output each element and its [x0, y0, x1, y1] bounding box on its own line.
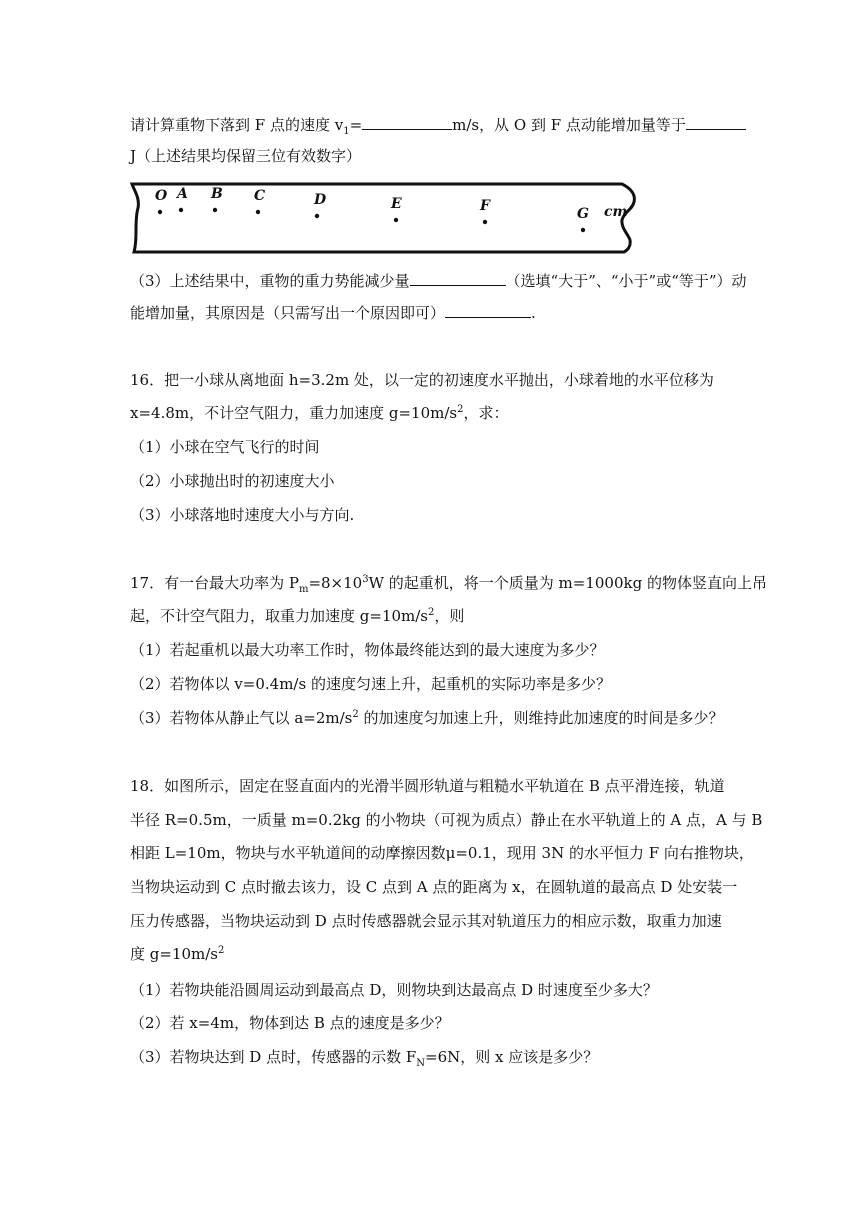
- q15-p3-line-2: 能增加量，其原因是（只需写出一个原因即可） .: [130, 304, 536, 322]
- q17-line-1: 17．有一台最大功率为 $P_m=8\times 10^3W$ 的起重机，将一个质量为 m=1000kg 的物体竖直向上吊: [130, 574, 767, 595]
- q16-line-2: x=4.8m，不计空气阻力，重力加速度 $g=10m/s^2$，求：: [130, 404, 509, 422]
- tape-dot-d: [315, 214, 319, 218]
- paper-tape-figure: [128, 178, 640, 258]
- q16-part-2: （2）小球抛出时的初速度大小: [130, 472, 335, 490]
- tape-label-g: G: [577, 206, 589, 222]
- answer-blank-kinetic-energy[interactable]: [686, 114, 746, 130]
- q18-part-3: （3）若物块达到 D 点时，传感器的示数 $F_N=6N$，则 x 应该是多少？: [130, 1048, 599, 1069]
- q17-part-3: （3）若物体从静止气以 $a=2m/s^2$ 的加速度匀加速上升，则维持此加速度的时间是多少？: [130, 709, 724, 727]
- tape-label-e: E: [391, 196, 402, 212]
- q18-line-3: 相距 L=10m，物块与水平轨道间的动摩擦因数μ=0.1，现用 3N 的水平恒力 F 向右推物块，: [130, 844, 754, 862]
- tape-label-c: C: [254, 188, 266, 204]
- tape-unit: cm: [604, 204, 628, 220]
- answer-blank-compare[interactable]: [410, 270, 506, 286]
- tape-dot-g: [581, 228, 585, 232]
- tape-dot-e: [394, 218, 398, 222]
- tape-label-f: F: [480, 198, 490, 214]
- q18-line-4: 当物块运动到 C 点时撤去该力，设 C 点到 A 点的距离为 x，在圆轨道的最高点 D 处安装一: [130, 878, 738, 896]
- q15-line-1: 请计算重物下落到 F 点的速度 $v_1= m/s$，从 O 到 F 点动能增加量等于: [130, 114, 732, 135]
- q17-line-2: 起，不计空气阻力，取重力加速度 $g=10m/s^2$，则: [130, 607, 465, 625]
- tape-outline: [132, 184, 634, 252]
- q18-line-6: 度 $g=10m/s^2$: [130, 945, 225, 963]
- q18-line-1: 18．如图所示，固定在竖直面内的光滑半圆形轨道与粗糙水平轨道在 B 点平滑连接，轨道: [130, 777, 725, 795]
- tape-label-d: D: [314, 192, 327, 208]
- q18-part-1: （1）若物块能沿圆周运动到最高点 D，则物块到达最高点 D 时速度至少多大？: [130, 981, 658, 999]
- answer-blank-reason[interactable]: [445, 302, 531, 318]
- q16-line-1: 16．把一小球从离地面 h=3.2m 处，以一定的初速度水平抛出，小球着地的水平位移为: [130, 371, 714, 389]
- tape-label-a: A: [177, 186, 188, 202]
- q15-line-2: J（上述结果均保留三位有效数字）: [130, 147, 362, 165]
- tape-dot-f: [483, 220, 487, 224]
- q16-part-3: （3）小球落地时速度大小与方向.: [130, 506, 355, 524]
- tape-label-o: O: [155, 188, 168, 204]
- q18-line-2: 半径 R=0.5m，一质量 m=0.2kg 的小物块（可视为质点）静止在水平轨道上的 A 点，A 与 B: [130, 811, 763, 829]
- tape-dot-b: [213, 208, 217, 212]
- q17-part-1: （1）若起重机以最大功率工作时，物体最终能达到的最大速度为多少？: [130, 641, 605, 659]
- tape-dot-c: [256, 210, 260, 214]
- q16-part-1: （1）小球在空气飞行的时间: [130, 438, 320, 456]
- tape-label-b: B: [211, 186, 223, 202]
- q18-part-2: （2）若 x=4m，物体到达 B 点的速度是多少？: [130, 1014, 450, 1032]
- q17-part-2: （2）若物体以 v=0.4m/s 的速度匀速上升，起重机的实际功率是多少？: [130, 675, 611, 693]
- q18-line-5: 压力传感器，当物块运动到 D 点时传感器就会显示其对轨道压力的相应示数，取重力加速: [130, 912, 722, 930]
- answer-blank-v1[interactable]: [362, 114, 452, 130]
- tape-dot-o: [158, 210, 162, 214]
- tape-dot-a: [179, 208, 183, 212]
- q15-p3-line-1: （3）上述结果中，重物的重力势能减少量 （选填“大于”、“小于”或“等于”）动: [130, 272, 747, 290]
